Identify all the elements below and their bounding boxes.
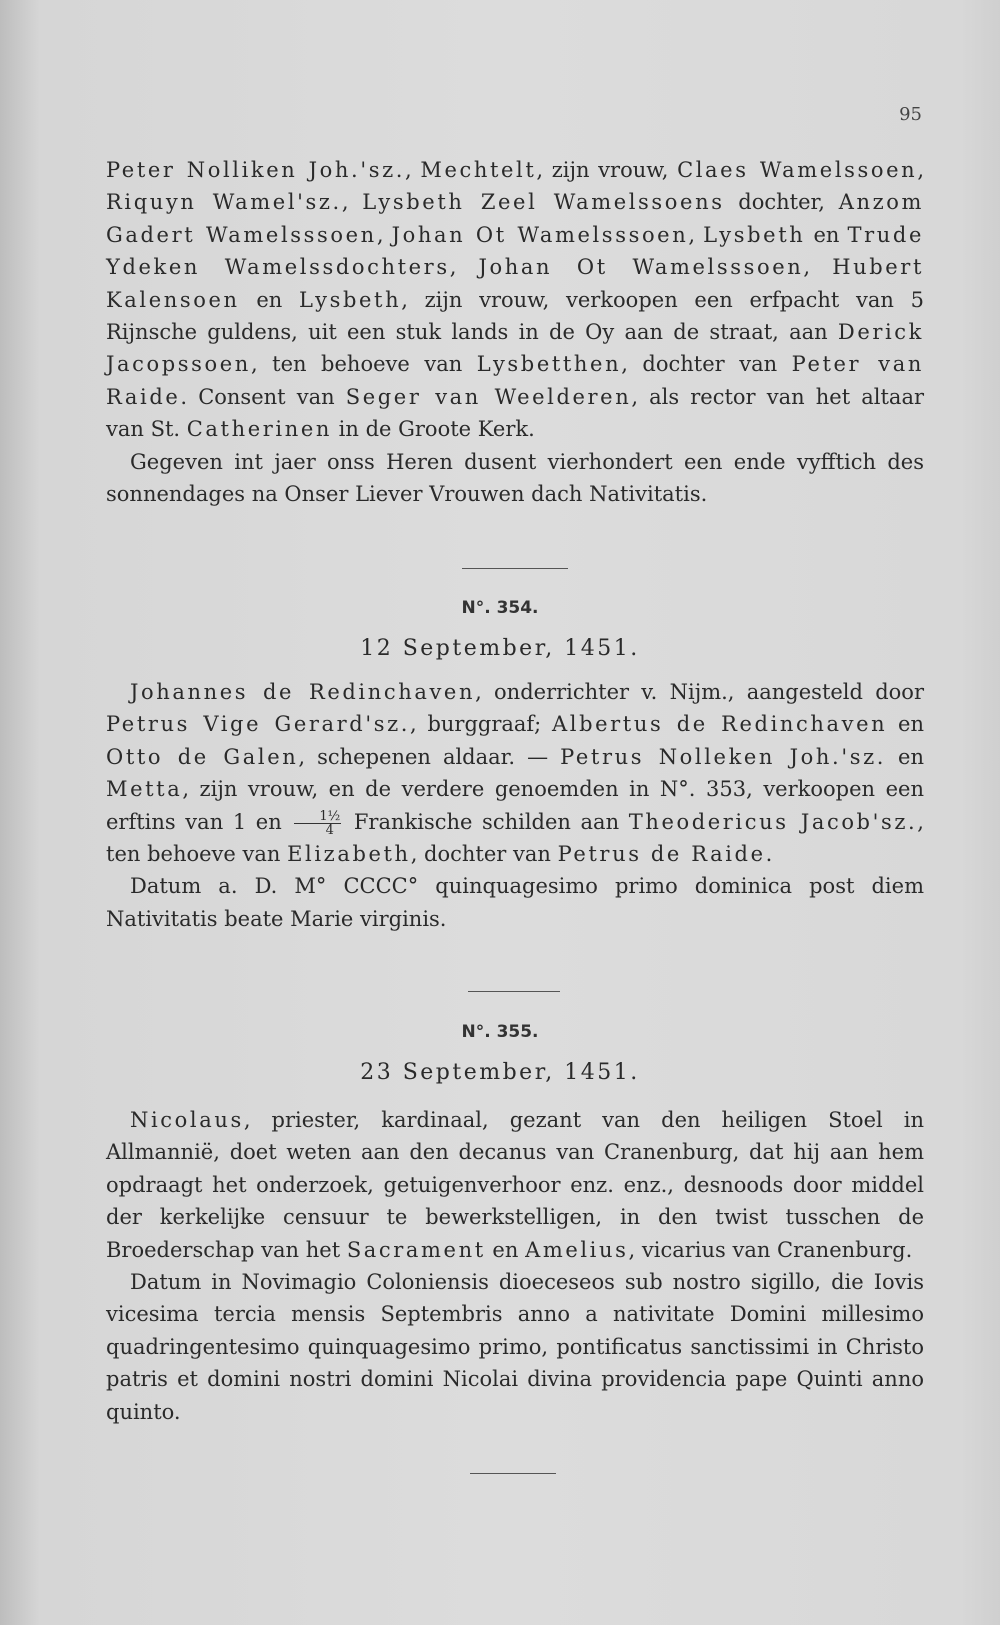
person-name: Petrus Nolleken Joh.'sz. <box>560 744 887 769</box>
text-run: , als rector van het altaar van St. <box>106 384 924 442</box>
person-name: Johannes de Redinchaven <box>130 680 476 704</box>
text-run: . <box>765 842 773 867</box>
paragraph <box>106 870 924 935</box>
text-run: , <box>449 255 479 280</box>
entry-date: 12 September, 1451. <box>360 636 640 661</box>
text-run: , zijn vrouw, en de verdere genoemden in N°. 353, verkoopen een erftins van 1 en <box>106 777 924 834</box>
paragraph <box>106 1266 924 1428</box>
text-run: , ten behoeve van <box>250 352 477 377</box>
person-name: Claes Wamelssoen <box>677 158 918 182</box>
paragraph <box>106 676 924 870</box>
separator-rule <box>470 1473 556 1474</box>
person-name: Otto de Galen <box>106 744 299 769</box>
text-run: , <box>688 222 704 247</box>
text-run: en <box>485 1237 526 1262</box>
entry-353-body <box>106 154 924 510</box>
text-run: , priester, kardinaal, gezant van den heiligen Stoel in Allmannië, doet weten aan den decanus van Cranenburg, dat hij aan hem opdraagt het onderzoek, getuigenverhoor enz. enz., desnoods door middel der kerkelijke censuur te bewerkstelligen, in den twist tusschen de Broederschap van het <box>106 1108 924 1262</box>
text-run: , onderrichter v. Nijm., aangesteld door <box>475 680 924 704</box>
text-run: en <box>886 744 924 769</box>
person-name: Mechtelt <box>420 158 537 182</box>
text-run: , <box>341 190 363 215</box>
person-name: Catherinen <box>186 417 332 442</box>
text-run: Datum a. D. M° CCCC° quinquagesimo primo dominica post diem Nativitatis beate Marie virginis. <box>106 874 924 931</box>
person-name: Lysbetthen <box>476 352 622 377</box>
person-name: Metta <box>106 777 183 802</box>
text-run: en <box>805 222 848 247</box>
person-name: Nicolaus <box>130 1108 244 1132</box>
text-run: , <box>803 255 833 280</box>
text-run: , dochter van <box>410 842 558 867</box>
person-name: Lysbeth <box>298 287 402 312</box>
text-run: . Consent van <box>180 384 346 409</box>
entry-number: N°. 355. <box>461 1022 539 1042</box>
fraction <box>294 810 341 837</box>
person-name: Lysbeth <box>703 222 806 247</box>
text-run: , zijn vrouw, <box>536 158 678 182</box>
separator-rule <box>468 991 560 992</box>
person-name: Theodericus Jacob'sz. <box>628 809 918 834</box>
text-run: en <box>887 712 924 737</box>
person-name: Seger van Weelderen <box>345 384 632 409</box>
person-name: Anzom Gadert Wamelsssoen <box>106 190 924 247</box>
fraction-numerator: 1½ <box>294 810 341 824</box>
text-run: in de Groote Kerk. <box>331 417 535 442</box>
text-run: , vicarius van Cranenburg. <box>628 1237 913 1262</box>
person-name: Hubert Kalensoen <box>106 255 924 312</box>
person-name: Peter van Raide <box>106 352 925 409</box>
entry-355-body <box>106 1104 924 1428</box>
person-name: Petrus Vige Gerard'sz. <box>106 712 411 737</box>
text-run: dochter, <box>724 190 839 215</box>
person-name: Trude Ydeken Wamelssdochters <box>106 222 924 280</box>
person-name: Elizabeth <box>287 842 411 867</box>
person-name: Peter Nolliken Joh.'sz. <box>106 158 406 182</box>
person-name: Amelius <box>525 1237 629 1262</box>
entry-number: N°. 354. <box>461 598 539 618</box>
person-name: Lysbeth Zeel Wamelssoens <box>362 190 725 215</box>
page-number: 95 <box>899 104 922 125</box>
person-name: Johan Ot Wamelsssoen <box>478 255 804 280</box>
person-name: Petrus de Raide <box>557 842 766 867</box>
text-run: , schepenen aldaar. — <box>298 744 561 769</box>
text-run: , burggraaf; <box>410 712 553 737</box>
entry-date: 23 September, 1451. <box>360 1060 640 1085</box>
entry-354-body <box>106 676 924 935</box>
text-run: , <box>917 158 924 182</box>
paragraph <box>106 1104 924 1266</box>
person-name: Sacrament <box>346 1237 486 1262</box>
text-run: , <box>405 158 421 182</box>
text-run: , ten behoeve van <box>106 809 924 867</box>
text-run: Datum in Novimagio Coloniensis dioeceseos sub nostro sigillo, die Iovis vicesima tercia mensis Septembris anno a nativitate Domini millesimo quadringentesimo quinquagesimo primo, pontificatus sanctissimi in Christo patris et domini nostri domini Nicolai divina providencia pape Quinti anno quinto. <box>106 1270 924 1424</box>
fraction-denominator: 4 <box>325 822 334 838</box>
text-run: Frankische schilden aan <box>344 809 629 834</box>
person-name: Johan Ot Wamelsssoen <box>391 222 689 247</box>
text-run: , zijn vrouw, verkoopen een erfpacht van 5 Rijnsche guldens, uit een stuk lands in de Oy aan de straat, aan <box>106 287 924 345</box>
text-run: , dochter van <box>621 352 792 377</box>
paragraph <box>106 446 924 511</box>
text-run: en <box>239 287 299 312</box>
person-name: Derick Jacopssoen <box>106 320 924 377</box>
person-name: Riquyn Wamel'sz. <box>106 190 342 215</box>
person-name: Albertus de Redinchaven <box>552 712 888 737</box>
text-run: , <box>376 222 392 247</box>
separator-rule <box>462 568 568 569</box>
paragraph <box>106 154 924 446</box>
text-run: Gegeven int jaer onss Heren dusent vierhondert een ende vyfftich des sonnendages na Onser Liever Vrouwen dach Nativitatis. <box>106 449 924 507</box>
